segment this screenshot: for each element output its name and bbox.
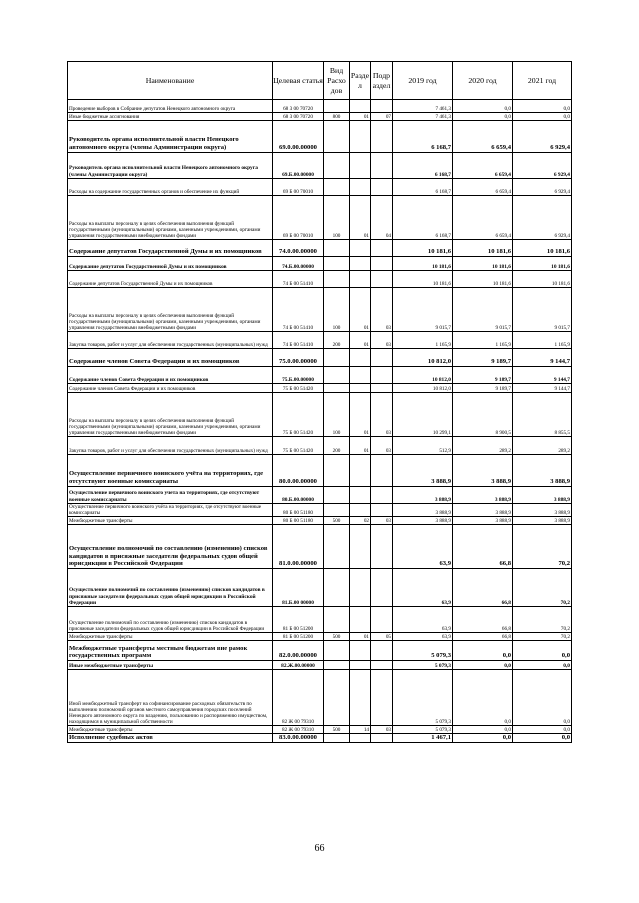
row-subsection <box>371 100 393 113</box>
row-value-2020: 66,8 <box>453 633 513 641</box>
row-target-article: 74 Б 00 51410 <box>273 288 324 332</box>
row-value-2020: 6 659,4 <box>453 196 513 240</box>
table-row <box>68 384 572 393</box>
row-value-2019: 6 168,7 <box>393 179 453 196</box>
row-value-2021: 289,2 <box>513 437 572 455</box>
row-name: Содержание депутатов Государственной Думы и их помощников <box>68 257 273 271</box>
row-subsection <box>371 240 393 257</box>
row-subsection: 03 <box>371 393 393 437</box>
row-value-2019: 10 812,0 <box>393 349 453 367</box>
row-section <box>350 271 371 288</box>
table-row <box>68 113 572 121</box>
row-value-2021: 0,0 <box>513 670 572 726</box>
row-target-article: 75.Б.00.00000 <box>273 367 324 384</box>
row-value-2021: 9 144,7 <box>513 384 572 393</box>
header-year-2019: 2019 год <box>393 62 453 100</box>
row-value-2020: 3 888,9 <box>453 504 513 517</box>
row-value-2020: 0,0 <box>453 100 513 113</box>
table-row <box>68 393 572 437</box>
row-target-article: 82.Ж.00.00000 <box>273 661 324 670</box>
row-value-2019: 10 812,0 <box>393 384 453 393</box>
row-name: Межбюджетные трансферты <box>68 633 273 641</box>
row-section <box>350 487 371 504</box>
row-name: Проведение выборов в Собрание депутатов Ненецкого автономного округа <box>68 100 273 113</box>
row-value-2019: 10 299,1 <box>393 393 453 437</box>
row-value-2020: 66,8 <box>453 569 513 607</box>
row-value-2020: 6 659,4 <box>453 121 513 153</box>
row-value-2021: 6 929,4 <box>513 153 572 179</box>
table-row <box>68 271 572 288</box>
row-value-2019: 5 079,3 <box>393 641 453 661</box>
header-expense-type: Вид Расхо дов <box>324 62 350 100</box>
table-row <box>68 525 572 569</box>
row-value-2020: 0,0 <box>453 641 513 661</box>
row-target-article: 74 Б 00 51410 <box>273 271 324 288</box>
row-subsection <box>371 121 393 153</box>
row-value-2020: 3 888,9 <box>453 517 513 525</box>
row-expense-type <box>324 487 350 504</box>
row-value-2019: 3 888,9 <box>393 504 453 517</box>
row-target-article: 69 Б 00 70010 <box>273 196 324 240</box>
row-value-2019: 512,9 <box>393 437 453 455</box>
row-target-article: 68 3 00 70720 <box>273 113 324 121</box>
row-subsection <box>371 367 393 384</box>
table-row <box>68 153 572 179</box>
table-row <box>68 641 572 661</box>
row-subsection: 03 <box>371 332 393 349</box>
row-target-article: 74.Б.00.00000 <box>273 257 324 271</box>
row-value-2020: 0,0 <box>453 670 513 726</box>
table-row <box>68 661 572 670</box>
row-subsection: 03 <box>371 437 393 455</box>
row-name: Закупка товаров, работ и услуг для обеспечения государственных (муниципальных) нужд <box>68 437 273 455</box>
row-subsection <box>371 179 393 196</box>
row-value-2021: 3 888,9 <box>513 455 572 487</box>
table-row <box>68 100 572 113</box>
row-expense-type <box>324 240 350 257</box>
row-value-2021: 9 015,7 <box>513 288 572 332</box>
row-value-2020: 9 189,7 <box>453 349 513 367</box>
row-subsection <box>371 734 393 743</box>
row-section: 01 <box>350 633 371 641</box>
row-expense-type: 200 <box>324 437 350 455</box>
row-value-2020: 6 659,4 <box>453 153 513 179</box>
row-section: 01 <box>350 332 371 349</box>
row-target-article: 75 Б 00 51420 <box>273 437 324 455</box>
table-header-row <box>68 62 572 100</box>
row-target-article: 75 Б 00 51420 <box>273 393 324 437</box>
row-subsection <box>371 607 393 633</box>
row-name: Осуществление полномочий по составлению (изменению) списков кандидатов в присяжные заседатели федеральных судов общей юрисдикции в Российской Федерации <box>68 607 273 633</box>
row-expense-type <box>324 504 350 517</box>
row-value-2019: 6 168,7 <box>393 153 453 179</box>
table-row <box>68 179 572 196</box>
row-name: Межбюджетные трансферты местным бюджетам вне рамок государственных программ <box>68 641 273 661</box>
row-subsection: 05 <box>371 633 393 641</box>
row-expense-type <box>324 153 350 179</box>
row-section <box>350 670 371 726</box>
row-target-article: 80.0.00.00000 <box>273 455 324 487</box>
row-name: Руководитель органа исполнительной власти Ненецкого автономного округа (члены Администрации округа) <box>68 121 273 153</box>
row-value-2020: 0,0 <box>453 113 513 121</box>
budget-table-sheet <box>67 61 571 743</box>
row-target-article: 74 Б 00 51410 <box>273 332 324 349</box>
row-target-article: 80 Б 00 51180 <box>273 504 324 517</box>
header-subsection: Подр аздел <box>371 62 393 100</box>
row-subsection <box>371 661 393 670</box>
page-number: 66 <box>314 843 325 854</box>
row-target-article: 82.0.00.00000 <box>273 641 324 661</box>
row-value-2021: 3 888,9 <box>513 487 572 504</box>
row-name: Расходы на выплаты персоналу в целях обеспечения выполнения функций государственными (муниципальными) органами, казенными учреждениями, органами управления государственными внебюджетными фондами <box>68 393 273 437</box>
table-row <box>68 288 572 332</box>
table-row <box>68 121 572 153</box>
row-target-article: 75 Б 00 51420 <box>273 384 324 393</box>
row-value-2021: 6 929,4 <box>513 196 572 240</box>
row-name: Осуществление первичного воинского учёта на территориях, где отсутствуют военные комиссариаты <box>68 455 273 487</box>
row-value-2020: 66,8 <box>453 607 513 633</box>
row-name: Закупка товаров, работ и услуг для обеспечения государственных (муниципальных) нужд <box>68 332 273 349</box>
table-row <box>68 517 572 525</box>
row-target-article: 69.0.00.00000 <box>273 121 324 153</box>
row-subsection: 07 <box>371 113 393 121</box>
row-section <box>350 641 371 661</box>
row-expense-type: 100 <box>324 393 350 437</box>
row-value-2019: 1 467,1 <box>393 734 453 743</box>
table-row <box>68 367 572 384</box>
row-section <box>350 455 371 487</box>
row-subsection <box>371 569 393 607</box>
row-value-2020: 9 189,7 <box>453 384 513 393</box>
row-value-2021: 3 888,9 <box>513 504 572 517</box>
table-row <box>68 504 572 517</box>
row-expense-type: 100 <box>324 196 350 240</box>
row-value-2020: 10 181,6 <box>453 257 513 271</box>
row-value-2020: 6 659,4 <box>453 179 513 196</box>
row-expense-type <box>324 121 350 153</box>
table-row <box>68 349 572 367</box>
row-expense-type <box>324 257 350 271</box>
header-year-2021: 2021 год <box>513 62 572 100</box>
row-expense-type: 100 <box>324 288 350 332</box>
row-value-2020: 0,0 <box>453 661 513 670</box>
row-value-2019: 7 461,3 <box>393 113 453 121</box>
table-row <box>68 670 572 726</box>
header-name: Наименование <box>68 62 273 100</box>
row-value-2019: 3 888,9 <box>393 455 453 487</box>
row-name: Расходы на выплаты персоналу в целях обеспечения выполнения функций государственными (муниципальными) органами, казенными учреждениями, органами управления государственными внебюджетными фондами <box>68 196 273 240</box>
row-name: Содержание депутатов Государственной Думы и их помощников <box>68 271 273 288</box>
row-subsection <box>371 487 393 504</box>
row-section <box>350 121 371 153</box>
row-subsection <box>371 153 393 179</box>
row-section <box>350 569 371 607</box>
row-value-2021: 8 855,5 <box>513 393 572 437</box>
row-name: Иные бюджетные ассигнования <box>68 113 273 121</box>
row-value-2019: 1 165,9 <box>393 332 453 349</box>
row-expense-type <box>324 670 350 726</box>
row-subsection <box>371 641 393 661</box>
header-year-2020: 2020 год <box>453 62 513 100</box>
row-name: Иной межбюджетный трансферт на софинансирование расходных обязательств по выполнению полномочий органов местного самоуправления городских поселений Ненецкого автономного округа по владению, пользованию и распоряжению имуществом, находящимся в муниципальной собственности <box>68 670 273 726</box>
row-target-article: 83.0.00.00000 <box>273 734 324 743</box>
row-section <box>350 607 371 633</box>
table-row <box>68 569 572 607</box>
table-row <box>68 240 572 257</box>
row-value-2021: 70,2 <box>513 569 572 607</box>
row-value-2019: 7 461,3 <box>393 100 453 113</box>
budget-table <box>67 61 572 743</box>
row-section <box>350 661 371 670</box>
row-name: Расходы на содержание государственных органов и обеспечение их функций <box>68 179 273 196</box>
row-value-2021: 10 181,6 <box>513 271 572 288</box>
row-expense-type <box>324 367 350 384</box>
row-value-2021: 70,2 <box>513 633 572 641</box>
row-expense-type <box>324 271 350 288</box>
header-target-article: Целевая статья <box>273 62 324 100</box>
row-value-2019: 5 079,3 <box>393 726 453 734</box>
row-name: Содержание членов Совета Федерации и их помощников <box>68 384 273 393</box>
row-value-2020: 66,8 <box>453 525 513 569</box>
row-value-2020: 3 888,9 <box>453 487 513 504</box>
row-value-2019: 10 181,6 <box>393 240 453 257</box>
row-expense-type: 800 <box>324 113 350 121</box>
row-value-2019: 6 168,7 <box>393 121 453 153</box>
row-section: 02 <box>350 517 371 525</box>
row-expense-type <box>324 384 350 393</box>
row-value-2019: 10 181,6 <box>393 257 453 271</box>
row-section: 01 <box>350 393 371 437</box>
row-value-2021: 0,0 <box>513 661 572 670</box>
row-value-2020: 10 181,6 <box>453 240 513 257</box>
row-target-article: 74.0.00.00000 <box>273 240 324 257</box>
row-value-2020: 0,0 <box>453 734 513 743</box>
row-target-article: 82 Ж 00 79310 <box>273 726 324 734</box>
row-target-article: 81.Б.00 00000 <box>273 569 324 607</box>
row-expense-type: 500 <box>324 726 350 734</box>
row-section: 14 <box>350 726 371 734</box>
row-value-2019: 6 168,7 <box>393 196 453 240</box>
row-section: 01 <box>350 113 371 121</box>
table-row <box>68 196 572 240</box>
row-subsection <box>371 271 393 288</box>
table-row <box>68 487 572 504</box>
row-expense-type <box>324 734 350 743</box>
row-value-2021: 0,0 <box>513 734 572 743</box>
row-expense-type: 500 <box>324 633 350 641</box>
row-name: Содержание депутатов Государственной Думы и их помощников <box>68 240 273 257</box>
table-row <box>68 332 572 349</box>
row-section <box>350 100 371 113</box>
row-section: 01 <box>350 288 371 332</box>
row-value-2020: 10 181,6 <box>453 271 513 288</box>
row-value-2021: 1 165,9 <box>513 332 572 349</box>
row-value-2021: 0,0 <box>513 113 572 121</box>
table-row <box>68 633 572 641</box>
row-subsection <box>371 455 393 487</box>
row-target-article: 80.Б.00.00000 <box>273 487 324 504</box>
row-section <box>350 734 371 743</box>
row-name: Межбюджетные трансферты <box>68 726 273 734</box>
row-section: 01 <box>350 437 371 455</box>
row-target-article: 69 Б 00 70010 <box>273 179 324 196</box>
table-row <box>68 455 572 487</box>
row-subsection <box>371 670 393 726</box>
row-name: Содержание членов Совета Федерации и их помощников <box>68 349 273 367</box>
row-expense-type <box>324 349 350 367</box>
row-section <box>350 384 371 393</box>
row-value-2021: 9 144,7 <box>513 367 572 384</box>
row-subsection <box>371 525 393 569</box>
row-value-2021: 0,0 <box>513 100 572 113</box>
row-value-2021: 0,0 <box>513 726 572 734</box>
row-value-2019: 10 181,6 <box>393 271 453 288</box>
row-value-2021: 10 181,6 <box>513 240 572 257</box>
row-name: Межбюджетные трансферты <box>68 517 273 525</box>
row-value-2020: 9 015,7 <box>453 288 513 332</box>
row-value-2019: 9 015,7 <box>393 288 453 332</box>
row-value-2021: 6 929,4 <box>513 121 572 153</box>
row-target-article: 68 3 00 70720 <box>273 100 324 113</box>
row-section <box>350 525 371 569</box>
row-expense-type <box>324 569 350 607</box>
row-subsection <box>371 384 393 393</box>
row-name: Осуществление полномочий по составлению (изменению) списков кандидатов в присяжные заседатели федеральных судов общей юрисдикции в Российской Федерации <box>68 525 273 569</box>
row-target-article: 80 Б 00 51180 <box>273 517 324 525</box>
row-section <box>350 153 371 179</box>
row-value-2021: 6 929,4 <box>513 179 572 196</box>
row-subsection <box>371 504 393 517</box>
row-section <box>350 240 371 257</box>
table-row <box>68 734 572 743</box>
row-section <box>350 367 371 384</box>
row-value-2020: 289,2 <box>453 437 513 455</box>
table-row <box>68 607 572 633</box>
row-name: Осуществление полномочий по составлению (изменению) списков кандидатов в присяжные заседатели федеральных судов общей юрисдикции в Российской Федерации <box>68 569 273 607</box>
row-value-2019: 5 079,3 <box>393 670 453 726</box>
row-expense-type <box>324 661 350 670</box>
row-subsection: 03 <box>371 726 393 734</box>
row-value-2021: 70,2 <box>513 607 572 633</box>
row-value-2020: 8 900,5 <box>453 393 513 437</box>
table-row <box>68 437 572 455</box>
row-expense-type: 200 <box>324 332 350 349</box>
row-value-2019: 63,9 <box>393 633 453 641</box>
row-name: Иные межбюджетные трансферты <box>68 661 273 670</box>
row-subsection: 03 <box>371 517 393 525</box>
row-target-article: 81 Б 00 51200 <box>273 607 324 633</box>
row-value-2020: 1 165,9 <box>453 332 513 349</box>
header-section: Разде л <box>350 62 371 100</box>
row-section <box>350 257 371 271</box>
row-subsection: 03 <box>371 288 393 332</box>
row-value-2021: 0,0 <box>513 641 572 661</box>
row-value-2019: 3 888,9 <box>393 487 453 504</box>
row-expense-type: 500 <box>324 517 350 525</box>
row-value-2019: 63,9 <box>393 525 453 569</box>
row-expense-type <box>324 455 350 487</box>
row-subsection: 04 <box>371 196 393 240</box>
row-target-article: 75.0.00.00000 <box>273 349 324 367</box>
row-name: Расходы на выплаты персоналу в целях обеспечения выполнения функций государственными (муниципальными) органами, казенными учреждениями, органами управления государственными внебюджетными фондами <box>68 288 273 332</box>
row-value-2019: 10 812,0 <box>393 367 453 384</box>
table-body <box>68 100 572 743</box>
row-section <box>350 504 371 517</box>
row-subsection <box>371 349 393 367</box>
row-target-article: 82 Ж 00 79310 <box>273 670 324 726</box>
row-value-2021: 9 144,7 <box>513 349 572 367</box>
row-value-2019: 5 079,3 <box>393 661 453 670</box>
row-value-2020: 0,0 <box>453 726 513 734</box>
row-name: Руководитель органа исполнительной власти Ненецкого автономного округа (члены Администрации округа) <box>68 153 273 179</box>
row-name: Исполнение судебных актов <box>68 734 273 743</box>
row-name: Содержание членов Совета Федерации и их помощников <box>68 367 273 384</box>
row-value-2019: 3 888,9 <box>393 517 453 525</box>
row-value-2020: 3 888,9 <box>453 455 513 487</box>
row-expense-type <box>324 179 350 196</box>
row-value-2021: 10 181,6 <box>513 257 572 271</box>
row-section <box>350 179 371 196</box>
row-value-2019: 63,9 <box>393 607 453 633</box>
row-value-2021: 70,2 <box>513 525 572 569</box>
row-value-2019: 63,9 <box>393 569 453 607</box>
row-value-2020: 9 189,7 <box>453 367 513 384</box>
row-name: Осуществление первичного воинского учета на территориях, где отсутствуют военные комиссариаты <box>68 487 273 504</box>
table-row <box>68 257 572 271</box>
row-expense-type <box>324 607 350 633</box>
row-subsection <box>371 257 393 271</box>
row-expense-type <box>324 100 350 113</box>
row-section <box>350 349 371 367</box>
row-target-article: 81 Б 00 51200 <box>273 633 324 641</box>
row-name: Осуществление первичного воинского учёта на территориях, где отсутствуют военные комиссариаты <box>68 504 273 517</box>
row-target-article: 81.0.00.00000 <box>273 525 324 569</box>
row-expense-type <box>324 641 350 661</box>
row-expense-type <box>324 525 350 569</box>
row-value-2021: 3 888,9 <box>513 517 572 525</box>
table-row <box>68 726 572 734</box>
row-target-article: 69.Б.00.00000 <box>273 153 324 179</box>
row-section: 01 <box>350 196 371 240</box>
